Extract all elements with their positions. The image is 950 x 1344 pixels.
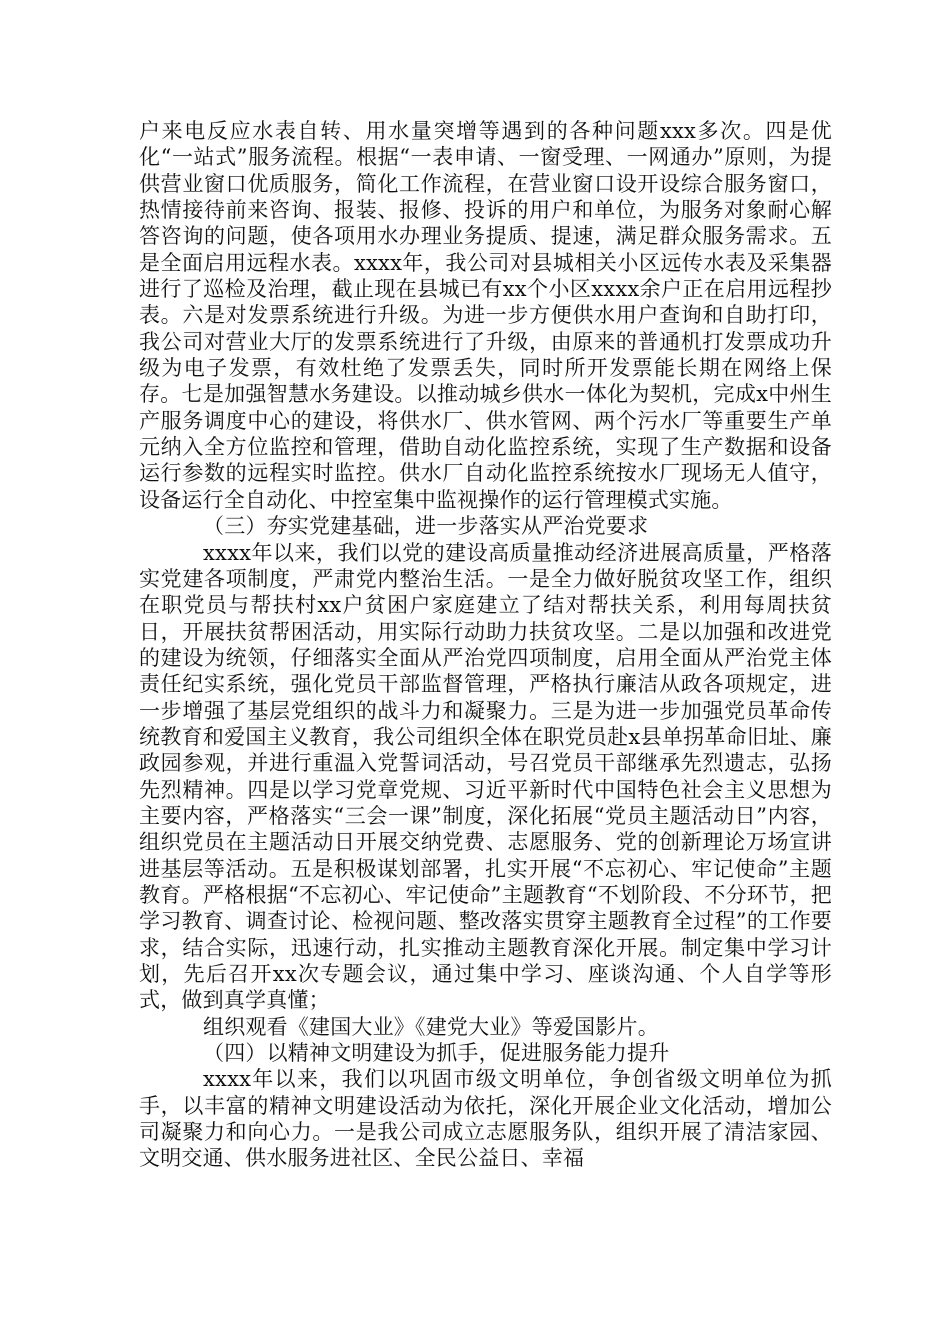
paragraph: xxxx年以来，我们以党的建设高质量推动经济进展高质量，严格落实党建各项制度，严肃党内整治生活。一是全力做好脱贫攻坚工作，组织在职党员与帮扶村xx户贫困户家庭建立了结对帮扶关系，利用每周扶贫日，开展扶贫帮困活动，用实际行动助力扶贫攻坚。二是以加强和改进党的建设为统领，仔细落实全面从严治党四项制度，启用全面从严治党主体责任纪实系统，强化党员干部监督管理，严格执行廉洁从政各项规定，进一步增强了基层党组织的战斗力和凝聚力。三是为进一步加强党员革命传统教育和爱国主义教育，我公司组织全体在职党员赴x县单拐革命旧址、廉政园参观，并进行重温入党誓词活动，号召党员干部继承先烈遗志，弘扬先烈精神。四是以学习党章党规、习近平新时代中国特色社会主义思想为主要内容，严格落实“三会一课”制度，深化拓展“党员主题活动日”内容，组织党员在主题活动日开展交纳党费、志愿服务、党的创新理论万场宣讲进基层等活动。五是积极谋划部署，扎实开展“不忘初心、牢记使命”主题教育。严格根据“不忘初心、牢记使命”主题教育“不划阶段、不分环节，把学习教育、调查讨论、检视问题、整改落实贯穿主题教育全过程”的工作要求，结合实际，迅速行动，扎实推动主题教育深化开展。制定集中学习计划，先后召开xx次专题会议，通过集中学习、座谈沟通、个人自学等形式，做到真学真懂； (139, 540, 832, 1013)
section-heading: （四）以精神文明建设为抓手，促进服务能力提升 (203, 1041, 670, 1066)
paragraph: 组织观看《建国大业》《建党大业》等爱国影片。 (203, 1014, 659, 1039)
body-text (139, 118, 832, 1172)
paragraph: 户来电反应水表自转、用水量突增等遇到的各种问题xxx多次。四是优化“一站式”服务流程。根据“一表申请、一窗受理、一网通办”原则，为提供营业窗口优质服务，简化工作流程，在营业窗口设开设综合服务窗口，热情接待前来咨询、报装、报修、投诉的用户和单位，为服务对象耐心解答咨询的问题，使各项用水办理业务提质、提速，满足群众服务需求。五是全面启用远程水表。xxxx年，我公司对县城相关小区远传水表及采集器进行了巡检及治理，截止现在县城已有xx个小区xxxx余户正在启用远程抄表。六是对发票系统进行升级。为进一步方便供水用户查询和自助打印，我公司对营业大厅的发票系统进行了升级，由原来的普通机打发票成功升级为电子发票，有效杜绝了发票丢失，同时所开发票能长期在网络上保存。七是加强智慧水务建设。以推动城乡供水一体化为契机，完成x中州生产服务调度中心的建设，将供水厂、供水管网、两个污水厂等重要生产单元纳入全方位监控和管理，借助自动化监控系统，实现了生产数据和设备运行参数的远程实时监控。供水厂自动化监控系统按水厂现场无人值守，设备运行全自动化、中控室集中监视操作的运行管理模式实施。 (139, 119, 832, 512)
section-heading: （三）夯实党建基础，进一步落实从严治党要求 (203, 514, 649, 539)
paragraph: xxxx年以来，我们以巩固市级文明单位，争创省级文明单位为抓手，以丰富的精神文明建设活动为依托，深化开展企业文化活动，增加公司凝聚力和向心力。一是我公司成立志愿服务队，组织开展了清洁家园、文明交通、供水服务进社区、全民公益日、幸福 (139, 1067, 832, 1171)
